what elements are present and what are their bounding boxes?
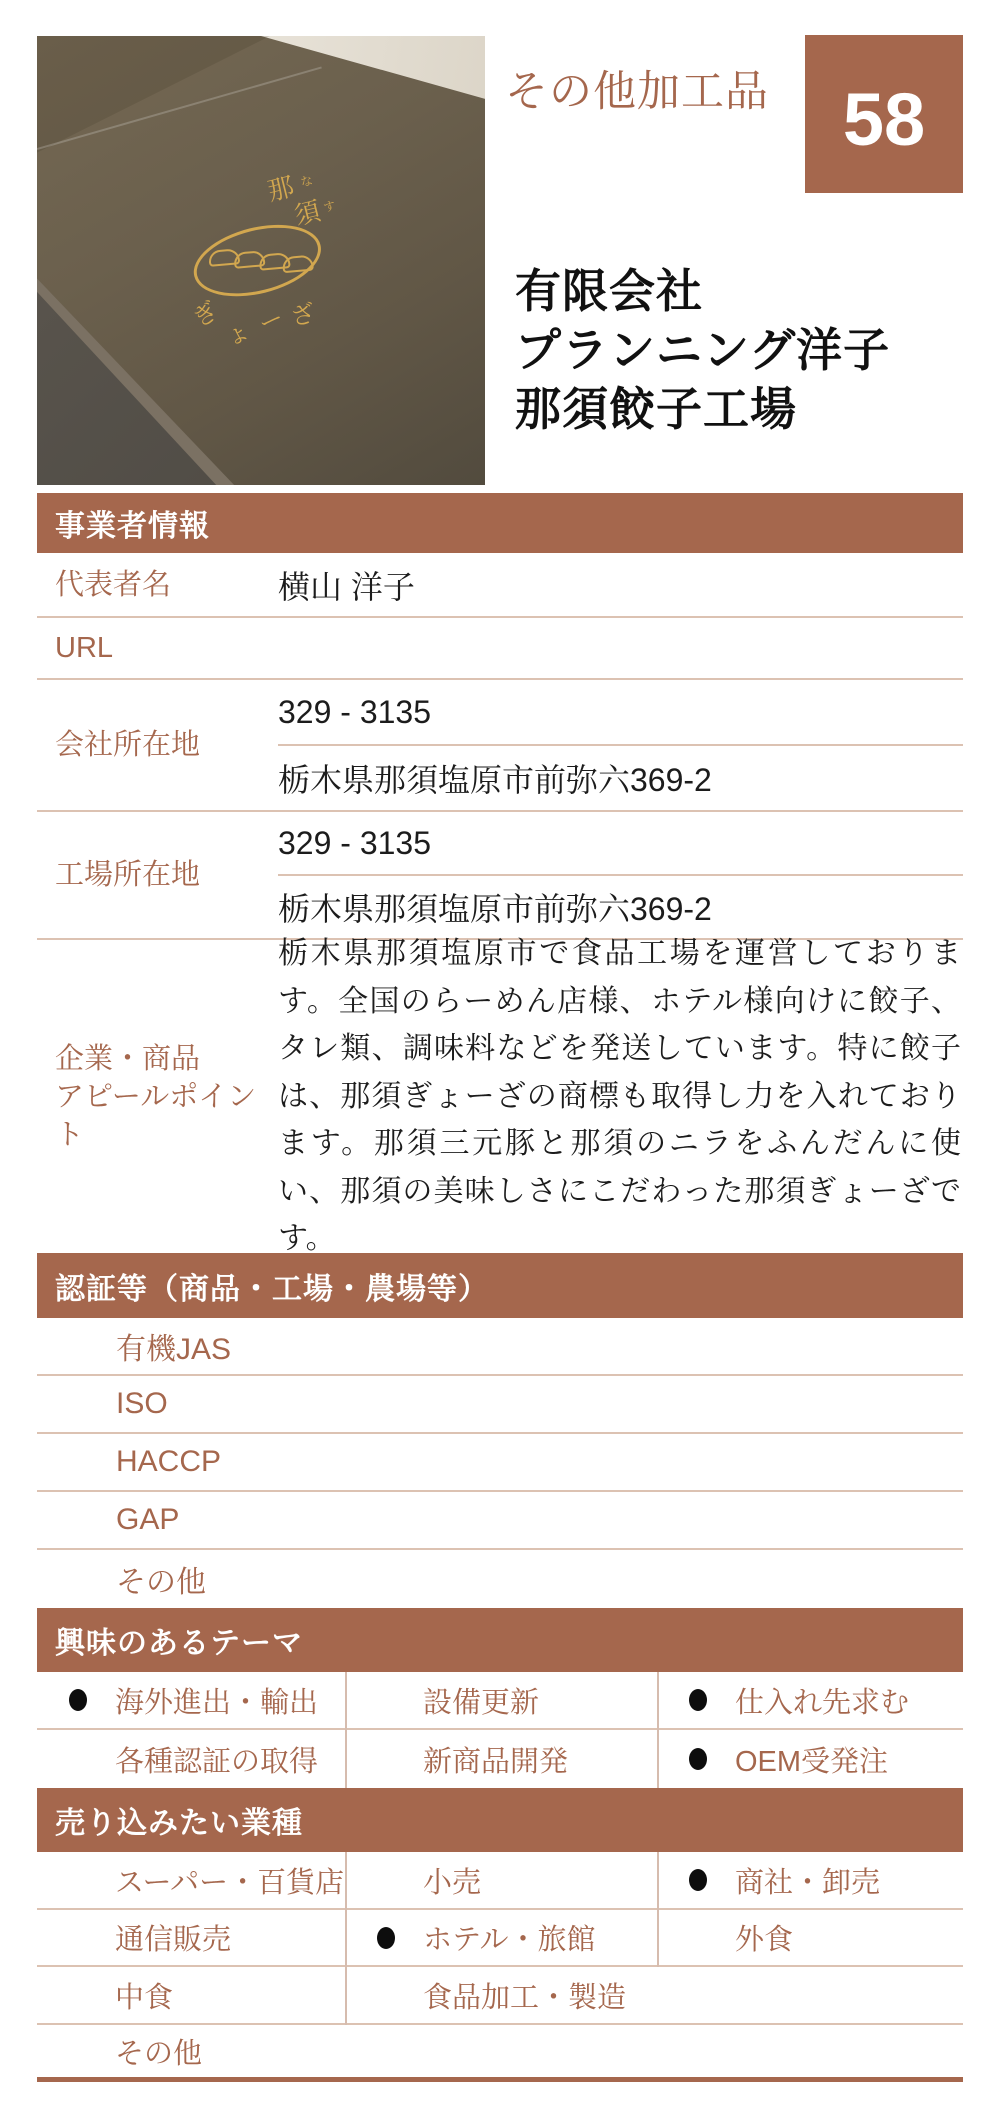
section-header-business-info bbox=[37, 493, 963, 553]
industry-item bbox=[37, 2025, 345, 2077]
field-label: 会社所在地 bbox=[55, 729, 201, 761]
entry-number: 58 bbox=[842, 77, 926, 161]
theme-label: 新商品開発 bbox=[423, 1745, 569, 1778]
postal-code: 329 - 3135 bbox=[278, 680, 963, 746]
page-content bbox=[37, 36, 963, 2082]
field-label: 代表者名 bbox=[55, 568, 172, 601]
row-appeal-point bbox=[37, 937, 963, 1256]
company-name-line: 有限会社 bbox=[515, 265, 703, 317]
industries-row bbox=[37, 1967, 963, 2025]
entry-number-badge bbox=[805, 35, 963, 193]
field-value: 横山 洋子 bbox=[278, 568, 415, 605]
industries-grid bbox=[37, 1852, 963, 2082]
industry-item bbox=[37, 1852, 345, 1908]
themes-grid bbox=[37, 1672, 963, 1788]
section-title: 売り込みたい業種 bbox=[55, 1807, 303, 1840]
selected-bullet-icon bbox=[377, 1927, 395, 1949]
logo-kana: ざ bbox=[288, 299, 318, 332]
theme-item bbox=[345, 1730, 657, 1788]
cert-row-iso: ISO bbox=[37, 1376, 963, 1434]
industry-label: ホテル・旅館 bbox=[423, 1924, 596, 1956]
theme-label: OEM受発注 bbox=[735, 1745, 889, 1778]
industry-label: 中食 bbox=[115, 1981, 174, 2014]
section-header-themes bbox=[37, 1608, 963, 1672]
field-value bbox=[278, 618, 963, 678]
nasu-gyoza-gold-logo bbox=[145, 169, 378, 373]
appeal-text: 栃木県那須塩原市で食品工場を運営しております。全国のらーめん店様、ホテル様向けに餃子、タレ類、調味料などを発送しています。特に餃子は、那須ぎょーざの商標も取得し力を入れております。那須三元豚と那須のニラをふんだんに使い、那須の美味しさにこだわった那須ぎょーざです。 bbox=[278, 937, 961, 1256]
selected-bullet-icon bbox=[689, 1869, 707, 1891]
theme-label: 仕入れ先求む bbox=[735, 1686, 910, 1719]
theme-label: 海外進出・輸出 bbox=[115, 1686, 319, 1719]
field-label: URL bbox=[55, 632, 114, 664]
industries-row bbox=[37, 2025, 963, 2082]
theme-item bbox=[657, 1672, 963, 1728]
industry-item bbox=[37, 1910, 345, 1965]
industry-label: 通信販売 bbox=[115, 1924, 232, 1956]
industry-item bbox=[657, 1852, 963, 1908]
logo-kana: ぎ bbox=[188, 297, 224, 334]
section-title: 事業者情報 bbox=[55, 510, 210, 543]
row-factory-address bbox=[37, 812, 963, 940]
industry-item bbox=[657, 2025, 963, 2077]
industry-item bbox=[345, 1910, 657, 1965]
field-label-line: アピールポイント bbox=[55, 1080, 257, 1151]
themes-row bbox=[37, 1672, 963, 1730]
logo-furigana: な bbox=[299, 173, 315, 190]
address: 栃木県那須塩原市前弥六369-2 bbox=[278, 891, 712, 927]
themes-row bbox=[37, 1730, 963, 1788]
section-title: 認証等（商品・工場・農場等） bbox=[55, 1272, 489, 1306]
hero-section bbox=[37, 36, 963, 493]
company-name bbox=[515, 262, 890, 439]
theme-item bbox=[657, 1730, 963, 1788]
row-company-address bbox=[37, 680, 963, 812]
section-title: 興味のあるテーマ bbox=[55, 1627, 303, 1660]
postal-code: 329 - 3135 bbox=[278, 812, 963, 876]
industry-label: 外食 bbox=[735, 1924, 794, 1956]
theme-item bbox=[37, 1672, 345, 1728]
industry-label: 商社・卸売 bbox=[735, 1866, 881, 1899]
logo-kana: ょ bbox=[220, 316, 255, 352]
industries-row bbox=[37, 1852, 963, 1910]
theme-item bbox=[345, 1672, 657, 1728]
theme-item bbox=[37, 1730, 345, 1788]
field-value bbox=[278, 812, 963, 938]
industry-label: 小売 bbox=[423, 1866, 482, 1899]
field-label: 工場所在地 bbox=[55, 859, 201, 891]
industry-item bbox=[345, 1852, 657, 1908]
field-label-line: 企業・商品 bbox=[55, 1042, 201, 1075]
industry-item bbox=[345, 1967, 657, 2023]
cert-row-other: その他 bbox=[116, 1566, 206, 1599]
cert-row-gap: GAP bbox=[37, 1492, 963, 1550]
industry-item bbox=[657, 1967, 963, 2023]
address: 栃木県那須塩原市前弥六369-2 bbox=[278, 762, 712, 798]
logo-furigana: す bbox=[321, 198, 337, 215]
section-header-industries bbox=[37, 1788, 963, 1852]
logo-kanji: 須 bbox=[291, 195, 324, 231]
field-label bbox=[37, 940, 278, 1253]
logo-kana: ー bbox=[255, 304, 288, 339]
theme-label: 各種認証の取得 bbox=[115, 1745, 319, 1778]
field-value bbox=[278, 680, 963, 810]
theme-label: 設備更新 bbox=[423, 1686, 540, 1719]
industry-label: その他 bbox=[115, 2037, 203, 2070]
selected-bullet-icon bbox=[689, 1748, 707, 1770]
product-photo bbox=[37, 36, 485, 485]
category-label: その他加工品 bbox=[505, 68, 769, 116]
selected-bullet-icon bbox=[69, 1689, 87, 1711]
industry-item bbox=[657, 1910, 963, 1965]
field-value bbox=[278, 937, 963, 1256]
row-url bbox=[37, 618, 963, 680]
row-representative bbox=[37, 553, 963, 618]
industry-item bbox=[345, 2025, 657, 2077]
cert-row-haccp: HACCP bbox=[37, 1434, 963, 1492]
cert-row-organic-jas: 有機JAS bbox=[37, 1318, 963, 1376]
company-name-line: 那須餃子工場 bbox=[515, 383, 797, 435]
logo-kanji: 那 bbox=[264, 171, 297, 207]
company-name-line: プランニング洋子 bbox=[515, 324, 891, 376]
industry-label: スーパー・百貨店 bbox=[115, 1866, 345, 1899]
industry-label: 食品加工・製造 bbox=[423, 1981, 627, 2014]
selected-bullet-icon bbox=[689, 1689, 707, 1711]
industry-item bbox=[37, 1967, 345, 2023]
industries-row bbox=[37, 1910, 963, 1967]
